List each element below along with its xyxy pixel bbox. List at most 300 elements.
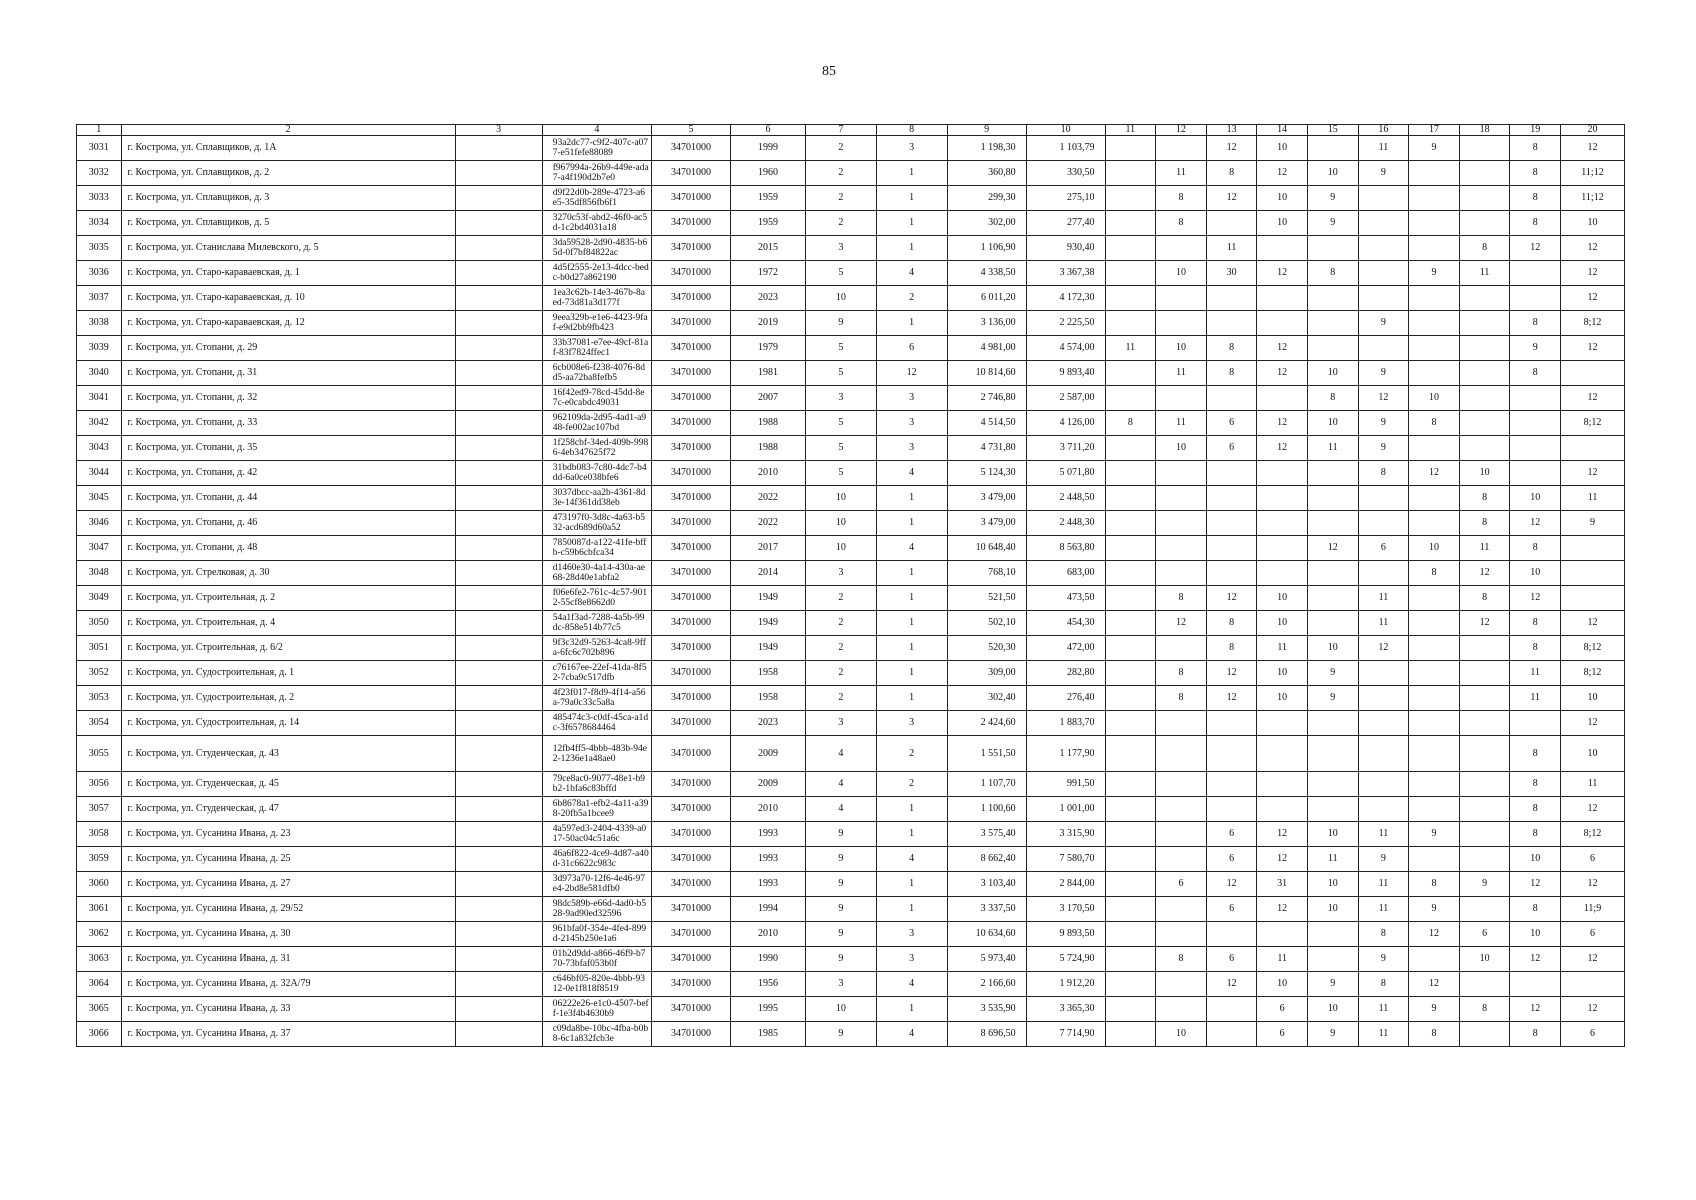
cell-col-12: 8: [1156, 186, 1207, 211]
cell-row-number: 3049: [77, 586, 122, 611]
cell-col-18: 8: [1459, 486, 1510, 511]
table-row: [77, 436, 1625, 461]
page-number: 85: [822, 64, 836, 79]
cell-entrances: 4: [876, 847, 947, 872]
cell-col-11: [1105, 922, 1156, 947]
cell-okato-code: 34701000: [652, 436, 731, 461]
cell-col-13: [1206, 486, 1257, 511]
cell-col-16: 9: [1358, 847, 1409, 872]
cell-living-area: 473,50: [1026, 586, 1105, 611]
cell-living-area: 2 587,00: [1026, 386, 1105, 411]
cell-floors: 9: [805, 1022, 876, 1047]
cell-living-area: 2 448,30: [1026, 511, 1105, 536]
cell-address: г. Кострома, ул. Сусанина Ивана, д. 37: [121, 1022, 455, 1047]
cell-build-year: 2022: [730, 511, 805, 536]
cell-build-year: 1949: [730, 636, 805, 661]
cell-col-12: [1156, 736, 1207, 772]
cell-col-11: [1105, 261, 1156, 286]
cell-col-12: [1156, 386, 1207, 411]
column-header-13: 13: [1206, 125, 1257, 136]
cell-col-20: 8;12: [1561, 411, 1625, 436]
cell-address: г. Кострома, ул. Станислава Милевского, д. 5: [121, 236, 455, 261]
cell-address: г. Кострома, ул. Строительная, д. 2: [121, 586, 455, 611]
cell-col-17: 9: [1409, 997, 1460, 1022]
cell-build-year: 2023: [730, 711, 805, 736]
cell-okato-code: 34701000: [652, 161, 731, 186]
cell-build-year: 2022: [730, 486, 805, 511]
cell-col-20: [1561, 536, 1625, 561]
cell-house-guid: 4d5f2555-2e13-4dcc-bedc-b0d27a862190: [542, 261, 651, 286]
table-row: [77, 897, 1625, 922]
cell-floors: 9: [805, 922, 876, 947]
column-header-18: 18: [1459, 125, 1510, 136]
cell-col-14: 10: [1257, 661, 1308, 686]
cell-okato-code: 34701000: [652, 211, 731, 236]
cell-total-area: 10 648,40: [947, 536, 1026, 561]
cell-house-guid: 6cb008e6-f238-4076-8dd5-aa72ba8fefb5: [542, 361, 651, 386]
cell-col-19: 11: [1510, 686, 1561, 711]
cell-row-number: 3042: [77, 411, 122, 436]
cell-total-area: 8 662,40: [947, 847, 1026, 872]
cell-build-year: 2015: [730, 236, 805, 261]
table-row: [77, 561, 1625, 586]
cell-col-17: [1409, 586, 1460, 611]
cell-entrances: 3: [876, 711, 947, 736]
cell-col-18: [1459, 311, 1510, 336]
cell-address: г. Кострома, ул. Сусанина Ивана, д. 30: [121, 922, 455, 947]
cell-build-year: 2014: [730, 561, 805, 586]
cell-row-number: 3055: [77, 736, 122, 772]
cell-col-14: 10: [1257, 686, 1308, 711]
cell-col-17: 12: [1409, 461, 1460, 486]
cell-col-14: [1257, 922, 1308, 947]
cell-col-13: 12: [1206, 872, 1257, 897]
cell-col-12: 10: [1156, 1022, 1207, 1047]
cell-entrances: 6: [876, 336, 947, 361]
cell-living-area: 991,50: [1026, 772, 1105, 797]
cell-col-18: [1459, 661, 1510, 686]
cell-col-14: 10: [1257, 186, 1308, 211]
cell-col-14: 12: [1257, 436, 1308, 461]
cell-col-3: [455, 211, 542, 236]
cell-col-19: 8: [1510, 736, 1561, 772]
cell-col-14: [1257, 736, 1308, 772]
cell-col-20: 6: [1561, 922, 1625, 947]
cell-address: г. Кострома, ул. Сплавщиков, д. 3: [121, 186, 455, 211]
cell-col-11: [1105, 822, 1156, 847]
cell-floors: 5: [805, 461, 876, 486]
cell-col-17: [1409, 711, 1460, 736]
cell-col-13: 8: [1206, 161, 1257, 186]
cell-col-11: [1105, 847, 1156, 872]
cell-col-11: [1105, 236, 1156, 261]
table-row: [77, 286, 1625, 311]
cell-col-15: 8: [1307, 386, 1358, 411]
cell-col-13: 11: [1206, 236, 1257, 261]
cell-floors: 3: [805, 236, 876, 261]
cell-col-19: 8: [1510, 136, 1561, 161]
cell-col-3: [455, 736, 542, 772]
cell-row-number: 3061: [77, 897, 122, 922]
table-row: [77, 972, 1625, 997]
cell-floors: 4: [805, 772, 876, 797]
cell-col-16: 8: [1358, 972, 1409, 997]
cell-col-12: [1156, 136, 1207, 161]
cell-living-area: 276,40: [1026, 686, 1105, 711]
cell-col-14: 12: [1257, 336, 1308, 361]
cell-col-16: [1358, 711, 1409, 736]
cell-col-16: 9: [1358, 361, 1409, 386]
cell-col-3: [455, 822, 542, 847]
cell-entrances: 1: [876, 561, 947, 586]
cell-col-18: [1459, 711, 1510, 736]
cell-row-number: 3044: [77, 461, 122, 486]
cell-col-18: 11: [1459, 261, 1510, 286]
column-header-5: 5: [652, 125, 731, 136]
cell-col-16: 11: [1358, 136, 1409, 161]
cell-living-area: 8 563,80: [1026, 536, 1105, 561]
cell-col-15: 10: [1307, 411, 1358, 436]
cell-col-16: 11: [1358, 997, 1409, 1022]
cell-total-area: 3 337,50: [947, 897, 1026, 922]
cell-okato-code: 34701000: [652, 972, 731, 997]
cell-entrances: 3: [876, 136, 947, 161]
cell-house-guid: 3d973a70-12f6-4e46-97e4-2bd8e581dfb0: [542, 872, 651, 897]
cell-col-3: [455, 997, 542, 1022]
cell-row-number: 3063: [77, 947, 122, 972]
cell-col-13: [1206, 386, 1257, 411]
cell-col-11: [1105, 186, 1156, 211]
cell-col-15: 9: [1307, 1022, 1358, 1047]
cell-col-14: 6: [1257, 1022, 1308, 1047]
cell-okato-code: 34701000: [652, 1022, 731, 1047]
cell-col-14: [1257, 486, 1308, 511]
cell-col-13: 12: [1206, 136, 1257, 161]
cell-total-area: 4 731,80: [947, 436, 1026, 461]
cell-col-11: [1105, 661, 1156, 686]
cell-col-3: [455, 536, 542, 561]
cell-col-3: [455, 511, 542, 536]
cell-house-guid: 46a6f822-4ce9-4d87-a40d-31c6622c983c: [542, 847, 651, 872]
cell-address: г. Кострома, ул. Судостроительная, д. 2: [121, 686, 455, 711]
cell-row-number: 3037: [77, 286, 122, 311]
cell-col-12: [1156, 897, 1207, 922]
cell-col-17: 9: [1409, 822, 1460, 847]
cell-build-year: 1958: [730, 686, 805, 711]
cell-col-11: [1105, 211, 1156, 236]
cell-col-15: [1307, 611, 1358, 636]
cell-entrances: 1: [876, 311, 947, 336]
cell-col-12: 10: [1156, 436, 1207, 461]
cell-col-15: 9: [1307, 686, 1358, 711]
cell-col-13: 12: [1206, 586, 1257, 611]
cell-address: г. Кострома, ул. Сусанина Ивана, д. 23: [121, 822, 455, 847]
cell-okato-code: 34701000: [652, 536, 731, 561]
column-header-7: 7: [805, 125, 876, 136]
cell-build-year: 1972: [730, 261, 805, 286]
cell-build-year: 1979: [730, 336, 805, 361]
cell-col-11: [1105, 486, 1156, 511]
cell-col-20: 6: [1561, 847, 1625, 872]
cell-col-19: 8: [1510, 536, 1561, 561]
cell-col-20: 12: [1561, 236, 1625, 261]
cell-living-area: 7 580,70: [1026, 847, 1105, 872]
cell-okato-code: 34701000: [652, 461, 731, 486]
cell-col-14: 12: [1257, 847, 1308, 872]
cell-build-year: 1993: [730, 872, 805, 897]
cell-entrances: 3: [876, 411, 947, 436]
cell-col-3: [455, 611, 542, 636]
cell-col-16: 11: [1358, 611, 1409, 636]
cell-entrances: 1: [876, 211, 947, 236]
cell-col-15: [1307, 922, 1358, 947]
table-row: [77, 186, 1625, 211]
cell-entrances: 1: [876, 186, 947, 211]
cell-col-14: 10: [1257, 211, 1308, 236]
cell-col-12: 8: [1156, 947, 1207, 972]
cell-total-area: 4 338,50: [947, 261, 1026, 286]
cell-floors: 10: [805, 286, 876, 311]
cell-col-18: [1459, 636, 1510, 661]
cell-build-year: 1988: [730, 436, 805, 461]
cell-col-17: [1409, 186, 1460, 211]
cell-living-area: 3 365,30: [1026, 997, 1105, 1022]
cell-row-number: 3041: [77, 386, 122, 411]
cell-house-guid: 1f258cbf-34ed-409b-9986-4eb347625f72: [542, 436, 651, 461]
cell-okato-code: 34701000: [652, 922, 731, 947]
cell-col-19: [1510, 461, 1561, 486]
cell-floors: 9: [805, 897, 876, 922]
cell-total-area: 2 166,60: [947, 972, 1026, 997]
cell-house-guid: 7850087d-a122-41fe-bffb-c59b6cbfca34: [542, 536, 651, 561]
table-row: [77, 822, 1625, 847]
cell-col-15: 9: [1307, 661, 1358, 686]
cell-okato-code: 34701000: [652, 736, 731, 772]
column-header-17: 17: [1409, 125, 1460, 136]
cell-living-area: 4 574,00: [1026, 336, 1105, 361]
table-row: [77, 611, 1625, 636]
cell-col-13: [1206, 922, 1257, 947]
cell-col-15: 10: [1307, 361, 1358, 386]
table-row: [77, 236, 1625, 261]
cell-col-3: [455, 461, 542, 486]
table-row: [77, 211, 1625, 236]
cell-col-19: 12: [1510, 872, 1561, 897]
cell-col-13: 8: [1206, 611, 1257, 636]
cell-col-19: 8: [1510, 897, 1561, 922]
cell-row-number: 3033: [77, 186, 122, 211]
cell-total-area: 1 106,90: [947, 236, 1026, 261]
cell-total-area: 768,10: [947, 561, 1026, 586]
cell-col-17: [1409, 236, 1460, 261]
cell-address: г. Кострома, ул. Стрелковая, д. 30: [121, 561, 455, 586]
cell-col-3: [455, 286, 542, 311]
cell-col-19: 10: [1510, 847, 1561, 872]
cell-floors: 2: [805, 686, 876, 711]
cell-col-18: [1459, 386, 1510, 411]
cell-living-area: 9 893,40: [1026, 361, 1105, 386]
cell-col-15: 11: [1307, 436, 1358, 461]
cell-okato-code: 34701000: [652, 847, 731, 872]
cell-col-12: [1156, 511, 1207, 536]
cell-living-area: 5 071,80: [1026, 461, 1105, 486]
cell-okato-code: 34701000: [652, 261, 731, 286]
cell-living-area: 275,10: [1026, 186, 1105, 211]
cell-col-14: 10: [1257, 586, 1308, 611]
cell-house-guid: f967994a-26b9-449e-ada7-a4f190d2b7e0: [542, 161, 651, 186]
cell-row-number: 3034: [77, 211, 122, 236]
cell-col-19: 12: [1510, 236, 1561, 261]
cell-row-number: 3053: [77, 686, 122, 711]
cell-col-11: 11: [1105, 336, 1156, 361]
column-header-6: 6: [730, 125, 805, 136]
cell-address: г. Кострома, ул. Судостроительная, д. 1: [121, 661, 455, 686]
cell-col-14: [1257, 772, 1308, 797]
cell-col-13: [1206, 211, 1257, 236]
cell-col-14: [1257, 311, 1308, 336]
cell-col-19: 8: [1510, 797, 1561, 822]
cell-col-12: [1156, 711, 1207, 736]
cell-entrances: 3: [876, 436, 947, 461]
cell-okato-code: 34701000: [652, 872, 731, 897]
cell-floors: 4: [805, 736, 876, 772]
cell-col-13: [1206, 561, 1257, 586]
cell-living-area: 2 225,50: [1026, 311, 1105, 336]
cell-total-area: 1 107,70: [947, 772, 1026, 797]
cell-house-guid: f06e6fe2-761c-4c57-9012-55cf8e8662d0: [542, 586, 651, 611]
cell-floors: 4: [805, 797, 876, 822]
cell-entrances: 2: [876, 286, 947, 311]
cell-col-13: 12: [1206, 972, 1257, 997]
cell-col-17: [1409, 847, 1460, 872]
cell-col-13: 8: [1206, 361, 1257, 386]
cell-col-20: 12: [1561, 386, 1625, 411]
cell-col-19: 8: [1510, 822, 1561, 847]
table-row: [77, 261, 1625, 286]
cell-col-17: [1409, 611, 1460, 636]
cell-col-12: 11: [1156, 161, 1207, 186]
cell-col-18: 12: [1459, 611, 1510, 636]
column-header-14: 14: [1257, 125, 1308, 136]
column-header-3: 3: [455, 125, 542, 136]
cell-okato-code: 34701000: [652, 586, 731, 611]
cell-col-19: [1510, 386, 1561, 411]
cell-col-3: [455, 636, 542, 661]
column-header-19: 19: [1510, 125, 1561, 136]
cell-row-number: 3064: [77, 972, 122, 997]
cell-col-14: [1257, 511, 1308, 536]
cell-build-year: 2009: [730, 772, 805, 797]
cell-build-year: 1981: [730, 361, 805, 386]
table-row: [77, 686, 1625, 711]
cell-okato-code: 34701000: [652, 797, 731, 822]
cell-col-18: [1459, 772, 1510, 797]
cell-entrances: 4: [876, 461, 947, 486]
cell-total-area: 520,30: [947, 636, 1026, 661]
cell-address: г. Кострома, ул. Сплавщиков, д. 1А: [121, 136, 455, 161]
cell-row-number: 3048: [77, 561, 122, 586]
cell-col-17: [1409, 772, 1460, 797]
cell-total-area: 3 535,90: [947, 997, 1026, 1022]
cell-total-area: 302,40: [947, 686, 1026, 711]
cell-entrances: 1: [876, 511, 947, 536]
cell-col-15: [1307, 797, 1358, 822]
cell-col-3: [455, 336, 542, 361]
cell-col-11: [1105, 736, 1156, 772]
cell-floors: 2: [805, 186, 876, 211]
cell-col-13: 30: [1206, 261, 1257, 286]
cell-living-area: 3 367,38: [1026, 261, 1105, 286]
cell-col-12: 10: [1156, 261, 1207, 286]
cell-house-guid: 3037dbcc-aa2b-4361-8d3e-14f361dd38eb: [542, 486, 651, 511]
cell-col-17: 8: [1409, 872, 1460, 897]
cell-col-12: [1156, 772, 1207, 797]
cell-address: г. Кострома, ул. Сусанина Ивана, д. 27: [121, 872, 455, 897]
cell-row-number: 3059: [77, 847, 122, 872]
cell-floors: 2: [805, 636, 876, 661]
cell-col-18: [1459, 436, 1510, 461]
cell-col-12: [1156, 797, 1207, 822]
cell-floors: 10: [805, 536, 876, 561]
cell-total-area: 5 124,30: [947, 461, 1026, 486]
cell-col-19: 8: [1510, 1022, 1561, 1047]
cell-col-3: [455, 311, 542, 336]
cell-col-15: 11: [1307, 847, 1358, 872]
cell-col-20: [1561, 586, 1625, 611]
cell-living-area: 7 714,90: [1026, 1022, 1105, 1047]
cell-living-area: 3 170,50: [1026, 897, 1105, 922]
cell-col-3: [455, 236, 542, 261]
cell-col-20: 12: [1561, 611, 1625, 636]
cell-entrances: 2: [876, 772, 947, 797]
cell-col-20: 12: [1561, 136, 1625, 161]
cell-col-3: [455, 136, 542, 161]
cell-col-14: [1257, 386, 1308, 411]
cell-col-11: [1105, 1022, 1156, 1047]
cell-entrances: 1: [876, 997, 947, 1022]
cell-col-11: [1105, 997, 1156, 1022]
cell-floors: 9: [805, 947, 876, 972]
cell-col-11: [1105, 461, 1156, 486]
cell-col-13: 6: [1206, 947, 1257, 972]
cell-col-20: 11: [1561, 486, 1625, 511]
cell-floors: 2: [805, 661, 876, 686]
cell-col-13: [1206, 711, 1257, 736]
cell-col-16: 9: [1358, 947, 1409, 972]
cell-entrances: 1: [876, 661, 947, 686]
cell-col-12: 6: [1156, 872, 1207, 897]
cell-build-year: 1956: [730, 972, 805, 997]
cell-col-18: 8: [1459, 511, 1510, 536]
cell-col-19: 12: [1510, 997, 1561, 1022]
cell-entrances: 1: [876, 586, 947, 611]
cell-col-12: [1156, 536, 1207, 561]
table-row: [77, 386, 1625, 411]
cell-house-guid: 54a1f3ad-7288-4a5b-99dc-858e514b77c5: [542, 611, 651, 636]
cell-col-11: [1105, 611, 1156, 636]
cell-col-3: [455, 1022, 542, 1047]
cell-house-guid: c09da8be-10bc-4fba-b0b8-6c1a832fcb3e: [542, 1022, 651, 1047]
cell-house-guid: 01b2d9dd-a866-46f9-b770-73bfaf053b0f: [542, 947, 651, 972]
cell-col-3: [455, 872, 542, 897]
cell-house-guid: 3270c53f-abd2-46f0-ac5d-1c2bd4031a18: [542, 211, 651, 236]
cell-address: г. Кострома, ул. Сусанина Ивана, д. 29/52: [121, 897, 455, 922]
cell-address: г. Кострома, ул. Строительная, д. 4: [121, 611, 455, 636]
cell-row-number: 3039: [77, 336, 122, 361]
cell-address: г. Кострома, ул. Студенческая, д. 43: [121, 736, 455, 772]
cell-build-year: 1960: [730, 161, 805, 186]
cell-total-area: 10 814,60: [947, 361, 1026, 386]
